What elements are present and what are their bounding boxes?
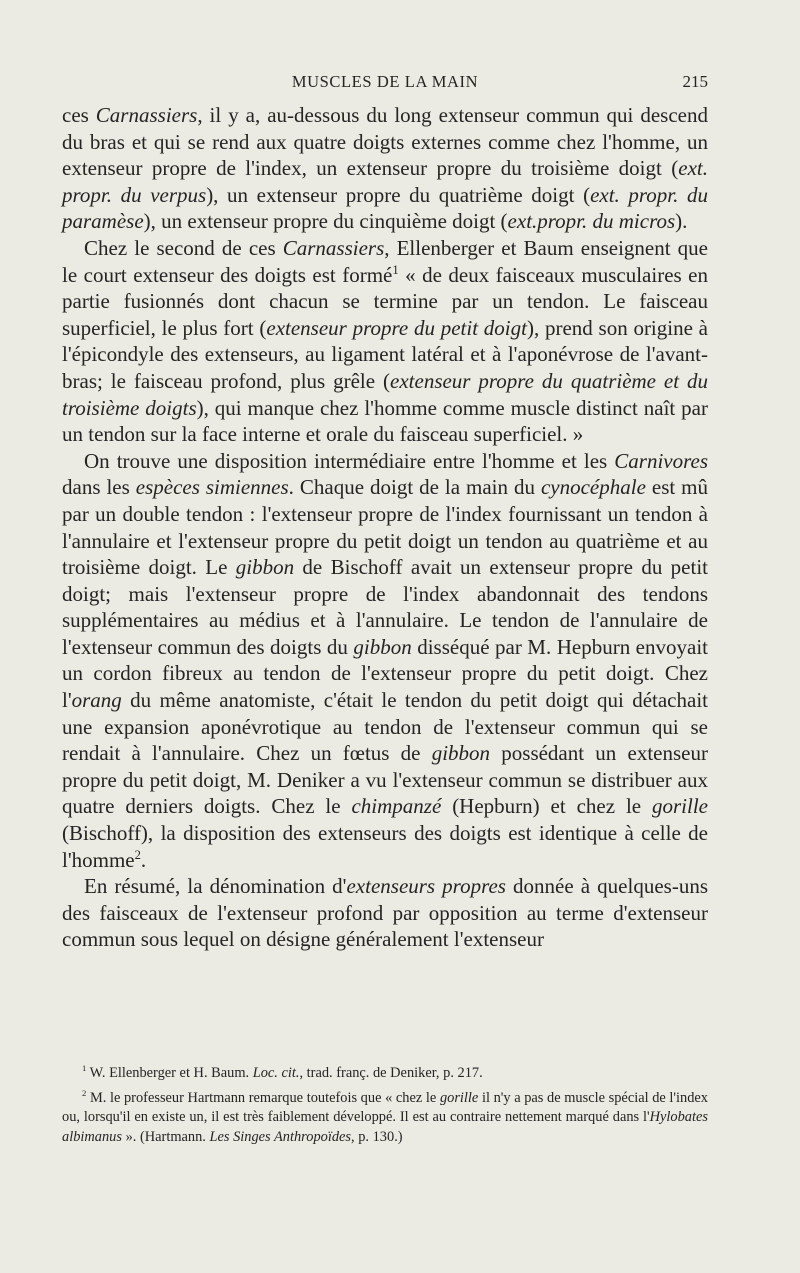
- italic-term: cynocéphale: [540, 475, 646, 500]
- italic-term: gorille: [652, 794, 708, 819]
- text-run: , trad. franç. de Deniker, p. 217.: [299, 1065, 483, 1081]
- footnote-1: [62, 1064, 708, 1083]
- body-text: [62, 102, 708, 953]
- text-run: ), un extenseur propre du cinquième doigt (: [143, 209, 508, 234]
- italic-term: gibbon: [235, 555, 295, 580]
- text-run: ». (Hartmann.: [121, 1128, 210, 1145]
- text-run: (Hepburn) et chez le: [441, 794, 652, 819]
- text-run: Chez le second de ces: [84, 235, 283, 260]
- italic-term: Carnivores: [614, 448, 708, 473]
- text-run: . Chaque doigt de la main du: [288, 475, 541, 500]
- text-run: il n'y a pas de muscle spécial de l'index ou, lorsqu'il en existe un, il est très faiblement développé. Il est au contraire nettement marqué dans l': [62, 1090, 708, 1126]
- text-run: On trouve une disposition intermédiaire entre l'homme et les: [84, 448, 615, 473]
- text-run: W. Ellenberger et H. Baum.: [86, 1065, 253, 1081]
- italic-term: extenseurs propres: [346, 874, 506, 899]
- text-run: ), un extenseur propre du quatrième doigt (: [206, 182, 591, 207]
- italic-term: extenseur propre du petit doigt: [266, 315, 527, 340]
- footnote-ref-1: 1: [392, 262, 399, 277]
- italic-term: gibbon: [353, 634, 412, 659]
- text-run: donnée à quelques-uns des faisceaux de l'extenseur profond par opposition au terme d'extenseur commun sous lequel on désigne généralement l'extenseur: [62, 874, 708, 952]
- paragraph-3: [62, 448, 708, 874]
- text-run: ), qui manque chez l'homme comme muscle distinct naît par un tendon sur la face interne et orale du faisceau superficiel. »: [62, 395, 708, 447]
- italic-term: Hylobates albimanus: [62, 1109, 708, 1145]
- paragraph-2: [62, 235, 708, 448]
- text-run: ).: [675, 209, 688, 234]
- footnote-ref-2: 2: [134, 847, 141, 862]
- italic-term: ext. propr. du paramèse: [62, 182, 708, 234]
- text-run: ), prend son origine à l'épicondyle des extenseurs, au ligament latéral et à l'aponévrose de l'avant-bras; le faisceau profond, plus grêle (: [62, 315, 708, 393]
- italic-term: Les Singes Anthropoïdes: [209, 1128, 352, 1145]
- italic-term: Loc. cit.: [252, 1065, 300, 1081]
- page-header: [62, 72, 708, 96]
- text-run: est mû par un double tendon : l'extenseur propre de l'index fournissant un tendon à l'annulaire et l'extenseur propre du petit doigt un tendon au quatrième et au troisième doigt. Le: [62, 475, 708, 580]
- italic-term: gibbon: [431, 741, 491, 766]
- italic-term: extenseur propre du quatrième et du troisième doigts: [62, 368, 709, 420]
- text-run: En résumé, la dénomination d': [84, 874, 347, 899]
- italic-term: Carnassiers: [282, 235, 385, 260]
- text-run: (Bischoff), la disposition des extenseurs des doigts est identique à celle de l'homme: [62, 821, 708, 872]
- text-run: disséqué par M. Hepburn envoyait un cordon fibreux au tendon de l'extenseur propre du petit doigt. Chez l': [62, 634, 708, 713]
- text-run: .: [140, 847, 147, 872]
- footnote-mark: 1: [82, 1063, 87, 1074]
- text-run: du même anatomiste, c'était le tendon du petit doigt qui détachait une expansion aponévrotique au tendon de l'extenseur commun qui se rendait à l'annulaire. Chez un fœtus de: [62, 688, 708, 766]
- text-run: ces: [62, 103, 96, 127]
- running-title: MUSCLES DE LA MAIN: [291, 72, 479, 91]
- text-run: « de deux faisceaux musculaires en partie fusionnés dont chacun se termine par un tendon. Le faisceau superficiel, le plus fort (: [62, 262, 708, 340]
- italic-term: ext. propr. du verpus: [62, 156, 708, 207]
- text-run: possédant un extenseur propre du petit doigt, M. Deniker a vu l'extenseur commun se distribuer aux quatre derniers doigts. Chez le: [62, 741, 708, 819]
- text-run: , Ellenberger et Baum enseignent que le court extenseur des doigts est formé: [62, 235, 708, 287]
- italic-term: gorille: [439, 1090, 479, 1107]
- footnote-2: [62, 1089, 708, 1147]
- italic-term: Carnassiers: [95, 103, 198, 127]
- footnotes: [62, 1064, 708, 1147]
- footnote-mark: 2: [82, 1088, 87, 1099]
- text-run: dans les: [62, 475, 136, 500]
- italic-term: ext.propr. du micros: [507, 209, 676, 234]
- paragraph-1: [62, 102, 708, 235]
- italic-term: chimpanzé: [351, 794, 442, 819]
- paragraph-4: [62, 873, 708, 953]
- text-run: de Bischoff avait un extenseur propre du petit doigt; mais l'extenseur propre de l'index abandonnait des tendons supplémentaires au médius et à l'annulaire. Le tendon de l'annulaire de l'extenseur commun des doigts du: [62, 555, 708, 659]
- text-run: , p. 130.): [351, 1128, 403, 1145]
- italic-term: espèces simiennes: [135, 475, 289, 500]
- page-number: 215: [682, 72, 708, 91]
- text-run: , il y a, au-dessous du long extenseur commun qui descend du bras et qui se rend aux quatre doigts externes comme chez l'homme, un extenseur propre de l'index, un extenseur propre du troisième doigt (: [62, 103, 708, 181]
- text-run: M. le professeur Hartmann remarque toutefois que « chez le: [86, 1090, 440, 1107]
- italic-term: orang: [71, 688, 122, 713]
